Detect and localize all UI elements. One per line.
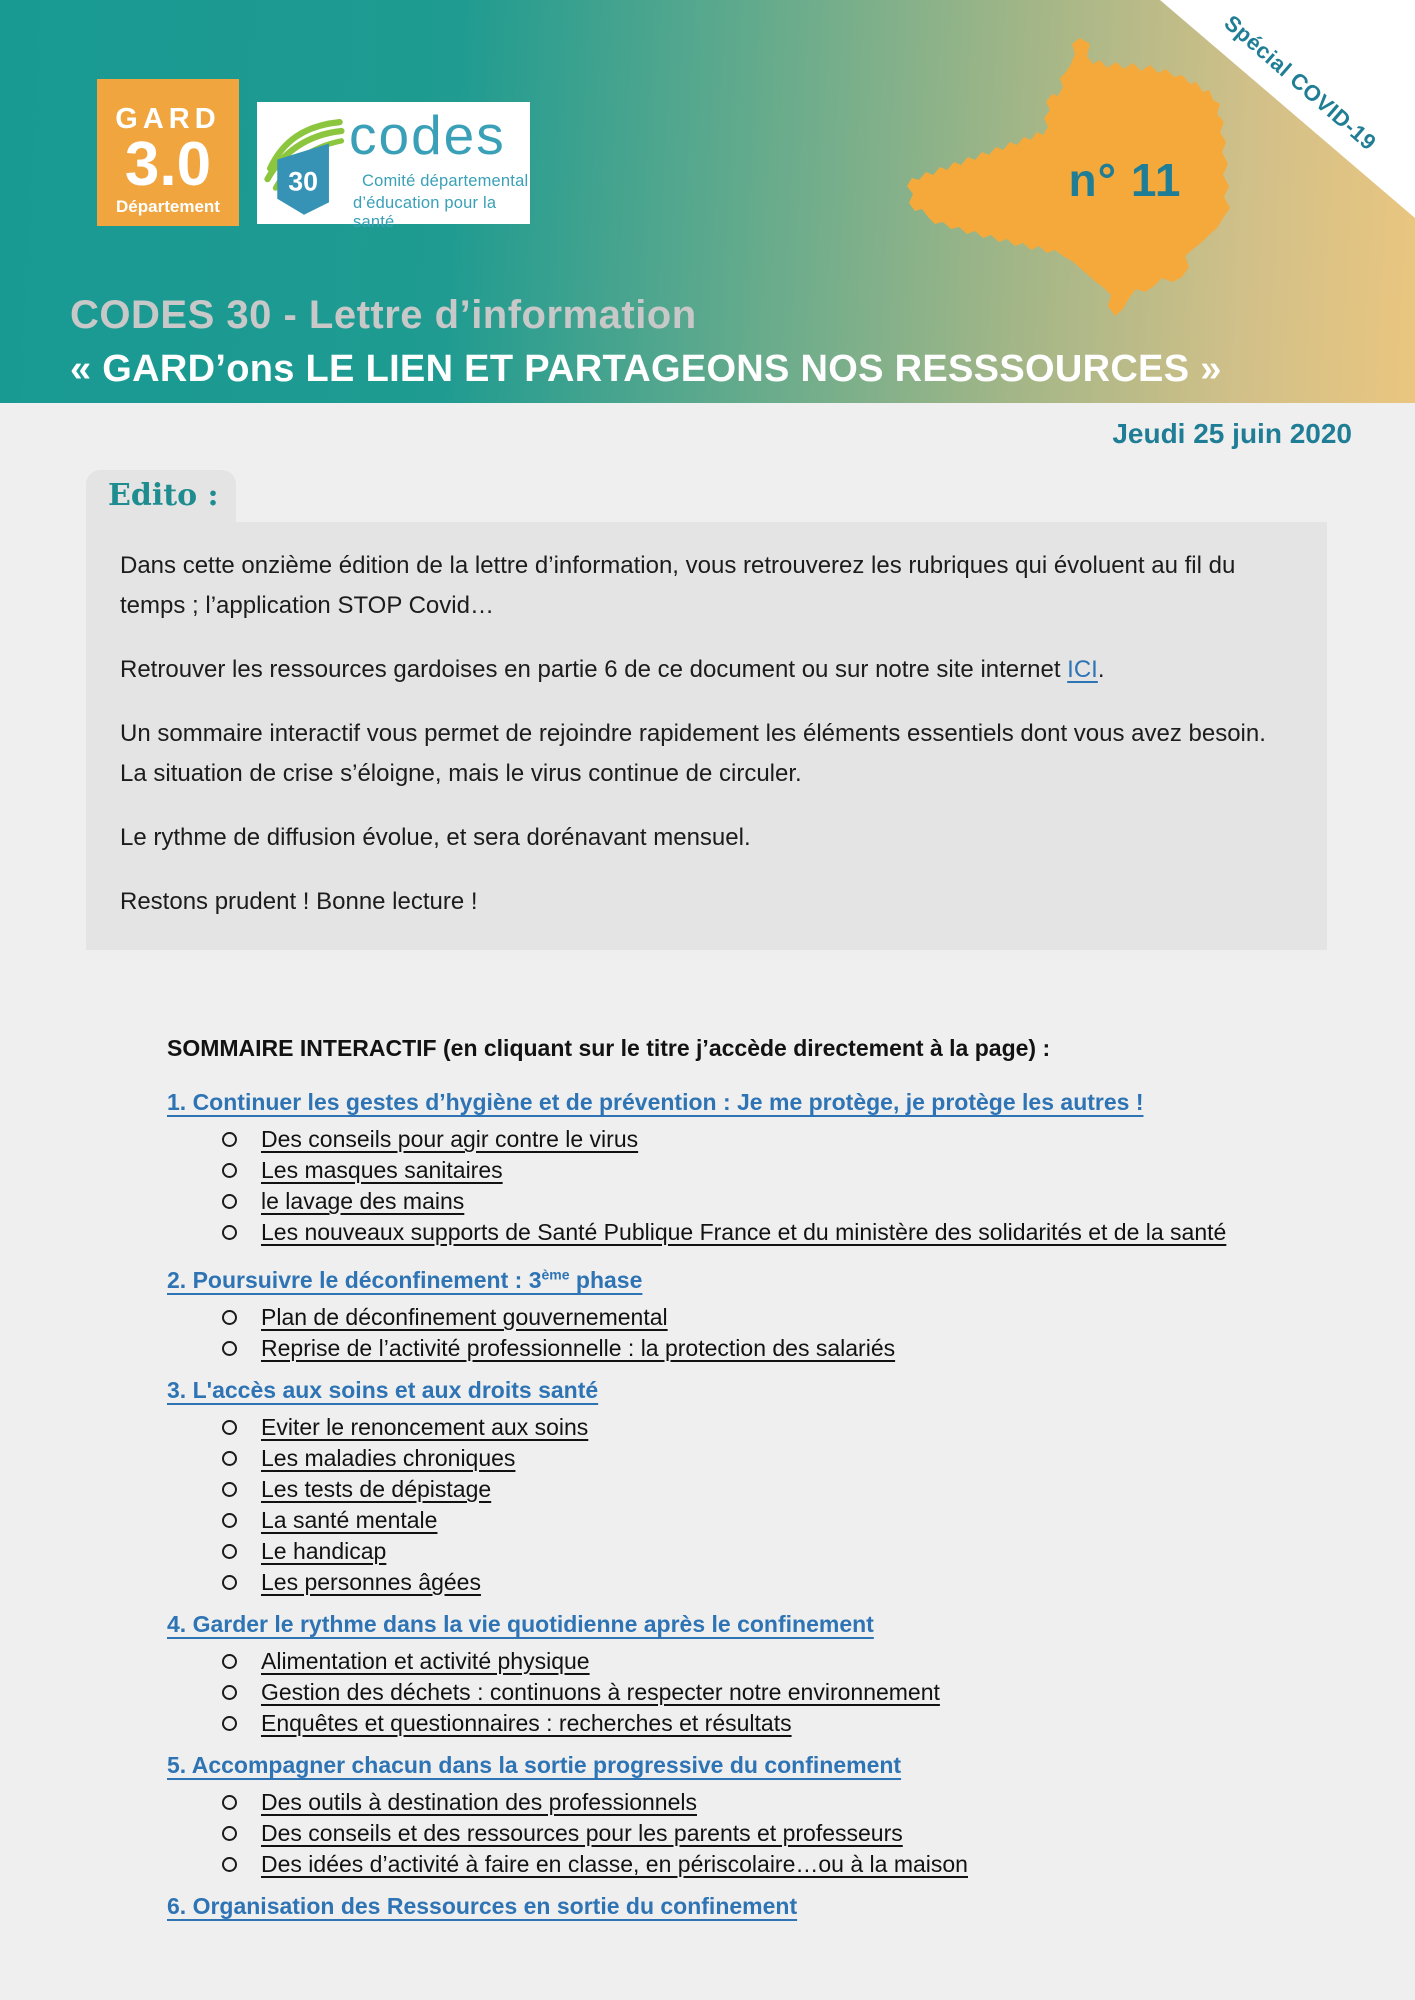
- codes-logo: [257, 102, 530, 231]
- sommaire-sub-item[interactable]: [222, 1443, 1297, 1474]
- sommaire-sub-item[interactable]: [222, 1412, 1297, 1443]
- sommaire-section-link[interactable]: [167, 1890, 1297, 1922]
- codes-logo-mark-icon: [263, 107, 345, 221]
- sommaire-sub-item[interactable]: [222, 1124, 1297, 1155]
- edito-tab: [86, 470, 236, 522]
- codes-logo-number: 30: [288, 166, 318, 197]
- circle-bullet-icon: [222, 1482, 237, 1497]
- sommaire-sub-item[interactable]: [222, 1333, 1297, 1364]
- sommaire-section-label[interactable]: 3. L'accès aux soins et aux droits santé: [167, 1376, 599, 1403]
- circle-bullet-icon: [222, 1685, 237, 1700]
- ici-link[interactable]: ICI: [1067, 656, 1098, 683]
- sommaire-section-link[interactable]: [167, 1258, 1297, 1296]
- sommaire-sub-link[interactable]: Des conseils et des ressources pour les parents et professeurs: [261, 1819, 903, 1846]
- circle-bullet-icon: [222, 1341, 237, 1356]
- sommaire-sub-item[interactable]: [222, 1567, 1297, 1598]
- sommaire-sub-item[interactable]: [222, 1646, 1297, 1677]
- sommaire-sub-link[interactable]: Le handicap: [261, 1537, 387, 1564]
- sommaire-sub-link[interactable]: Des outils à destination des professionnels: [261, 1788, 697, 1815]
- gard-logo-number: 3.0: [124, 130, 212, 199]
- circle-bullet-icon: [222, 1310, 237, 1325]
- edito-heading: Edito :: [108, 478, 219, 513]
- sommaire-section-link[interactable]: [167, 1086, 1297, 1118]
- gard-logo: [97, 79, 239, 226]
- header-banner: [0, 0, 1415, 403]
- sommaire-sub-link[interactable]: La santé mentale: [261, 1506, 438, 1533]
- circle-bullet-icon: [222, 1132, 237, 1147]
- sommaire-sub-item[interactable]: [222, 1787, 1297, 1818]
- sommaire-sub-link[interactable]: Les personnes âgées: [261, 1568, 481, 1595]
- edito-paragraph-text: Retrouver les ressources gardoises en partie 6 de ce document ou sur notre site internet: [120, 656, 1068, 683]
- edito-paragraph: Restons prudent ! Bonne lecture !: [120, 888, 478, 915]
- special-covid-ribbon: Spécial COVID-19: [1219, 9, 1382, 156]
- sommaire-heading: SOMMAIRE INTERACTIF (en cliquant sur le titre j’accède directement à la page) :: [167, 1035, 1051, 1061]
- circle-bullet-icon: [222, 1795, 237, 1810]
- sommaire-sub-item[interactable]: [222, 1155, 1297, 1186]
- sommaire-section-label[interactable]: 6. Organisation des Ressources en sortie du confinement: [167, 1892, 798, 1919]
- newsletter-subtitle: « GARD’ons LE LIEN ET PARTAGEONS NOS RESSSOURCES »: [70, 348, 1222, 390]
- circle-bullet-icon: [222, 1716, 237, 1731]
- sommaire-sub-link[interactable]: Alimentation et activité physique: [261, 1647, 590, 1674]
- sommaire-sub-item[interactable]: [222, 1708, 1297, 1739]
- sommaire-list: [167, 1086, 1297, 1928]
- edito-panel: [86, 522, 1327, 950]
- circle-bullet-icon: [222, 1513, 237, 1528]
- codes-logo-subtitle: Comité départemental: [362, 172, 529, 190]
- edito-paragraph: Dans cette onzième édition de la lettre d’information, vous retrouverez les rubriques qui évoluent au fil du temps ; l’application STOP Covid…: [120, 552, 1236, 619]
- edito-paragraph-text: .: [1097, 656, 1105, 683]
- sommaire-section-label[interactable]: 2. Poursuivre le déconfinement : 3ème phase: [167, 1266, 643, 1293]
- edito-paragraph: Le rythme de diffusion évolue, et sera dorénavant mensuel.: [120, 824, 751, 851]
- sommaire-sub-link[interactable]: Les nouveaux supports de Santé Publique France et du ministère des solidarités et de la santé: [261, 1219, 1227, 1245]
- sommaire-sub-link[interactable]: Reprise de l’activité professionnelle : la protection des salariés: [261, 1334, 896, 1361]
- sommaire-section-link[interactable]: [167, 1749, 1297, 1781]
- issue-number: n° 11: [1068, 154, 1182, 206]
- edito-paragraph: Un sommaire interactif vous permet de rejoindre rapidement les éléments essentiels dont vous avez besoin. La situation de crise s’éloigne, mais le virus continue de circuler.: [120, 720, 1266, 787]
- sommaire-sub-item[interactable]: [222, 1505, 1297, 1536]
- circle-bullet-icon: [222, 1420, 237, 1435]
- sommaire-sub-item[interactable]: [222, 1217, 1297, 1248]
- sommaire-sub-item[interactable]: [222, 1186, 1297, 1217]
- circle-bullet-icon: [222, 1654, 237, 1669]
- codes-logo-name: codes: [349, 104, 506, 166]
- gard-logo-department: Département: [116, 197, 220, 216]
- sommaire-sub-link[interactable]: Des conseils pour agir contre le virus: [261, 1126, 639, 1152]
- superscript-text: ème: [541, 1266, 570, 1282]
- sommaire-section-label[interactable]: 1. Continuer les gestes d’hygiène et de prévention : Je me protège, je protège les autres !: [167, 1089, 1144, 1115]
- sommaire-sub-link[interactable]: Des idées d’activité à faire en classe, en périscolaire…ou à la maison: [261, 1850, 968, 1877]
- sommaire-sub-link[interactable]: Enquêtes et questionnaires : recherches et résultats: [261, 1709, 792, 1736]
- gard-logo-text: GARD: [115, 103, 221, 135]
- circle-bullet-icon: [222, 1857, 237, 1872]
- sommaire-section-link[interactable]: [167, 1608, 1297, 1640]
- sommaire-section-label[interactable]: 4. Garder le rythme dans la vie quotidienne après le confinement: [167, 1610, 874, 1637]
- sommaire-sub-link[interactable]: Eviter le renoncement aux soins: [261, 1413, 589, 1440]
- sommaire-sub-link[interactable]: Les masques sanitaires: [261, 1157, 503, 1183]
- circle-bullet-icon: [222, 1826, 237, 1841]
- sommaire-sub-link[interactable]: Gestion des déchets : continuons à respecter notre environnement: [261, 1678, 940, 1705]
- sommaire-sub-item[interactable]: [222, 1302, 1297, 1333]
- circle-bullet-icon: [222, 1163, 237, 1178]
- sommaire-sub-link[interactable]: Les maladies chroniques: [261, 1444, 516, 1471]
- circle-bullet-icon: [222, 1225, 237, 1240]
- circle-bullet-icon: [222, 1451, 237, 1466]
- codes-logo-subtitle: d’éducation pour la santé: [353, 194, 497, 231]
- sommaire-sub-item[interactable]: [222, 1536, 1297, 1567]
- sommaire-sub-item[interactable]: [222, 1677, 1297, 1708]
- edito-paragraph: [120, 650, 1291, 690]
- newsletter-date: Jeudi 25 juin 2020: [1112, 418, 1352, 449]
- sommaire-sub-link[interactable]: le lavage des mains: [261, 1188, 465, 1214]
- circle-bullet-icon: [222, 1194, 237, 1209]
- sommaire-section-link[interactable]: [167, 1374, 1297, 1406]
- sommaire-sub-link[interactable]: Les tests de dépistage: [261, 1475, 492, 1502]
- sommaire-section-label[interactable]: 5. Accompagner chacun dans la sortie progressive du confinement: [167, 1751, 902, 1778]
- sommaire-sub-item[interactable]: [222, 1474, 1297, 1505]
- newsletter-title: CODES 30 - Lettre d’information: [70, 293, 697, 337]
- sommaire-sub-link[interactable]: Plan de déconfinement gouvernemental: [261, 1303, 668, 1330]
- circle-bullet-icon: [222, 1544, 237, 1559]
- circle-bullet-icon: [222, 1575, 237, 1590]
- sommaire-sub-item[interactable]: [222, 1849, 1297, 1880]
- sommaire-sub-item[interactable]: [222, 1818, 1297, 1849]
